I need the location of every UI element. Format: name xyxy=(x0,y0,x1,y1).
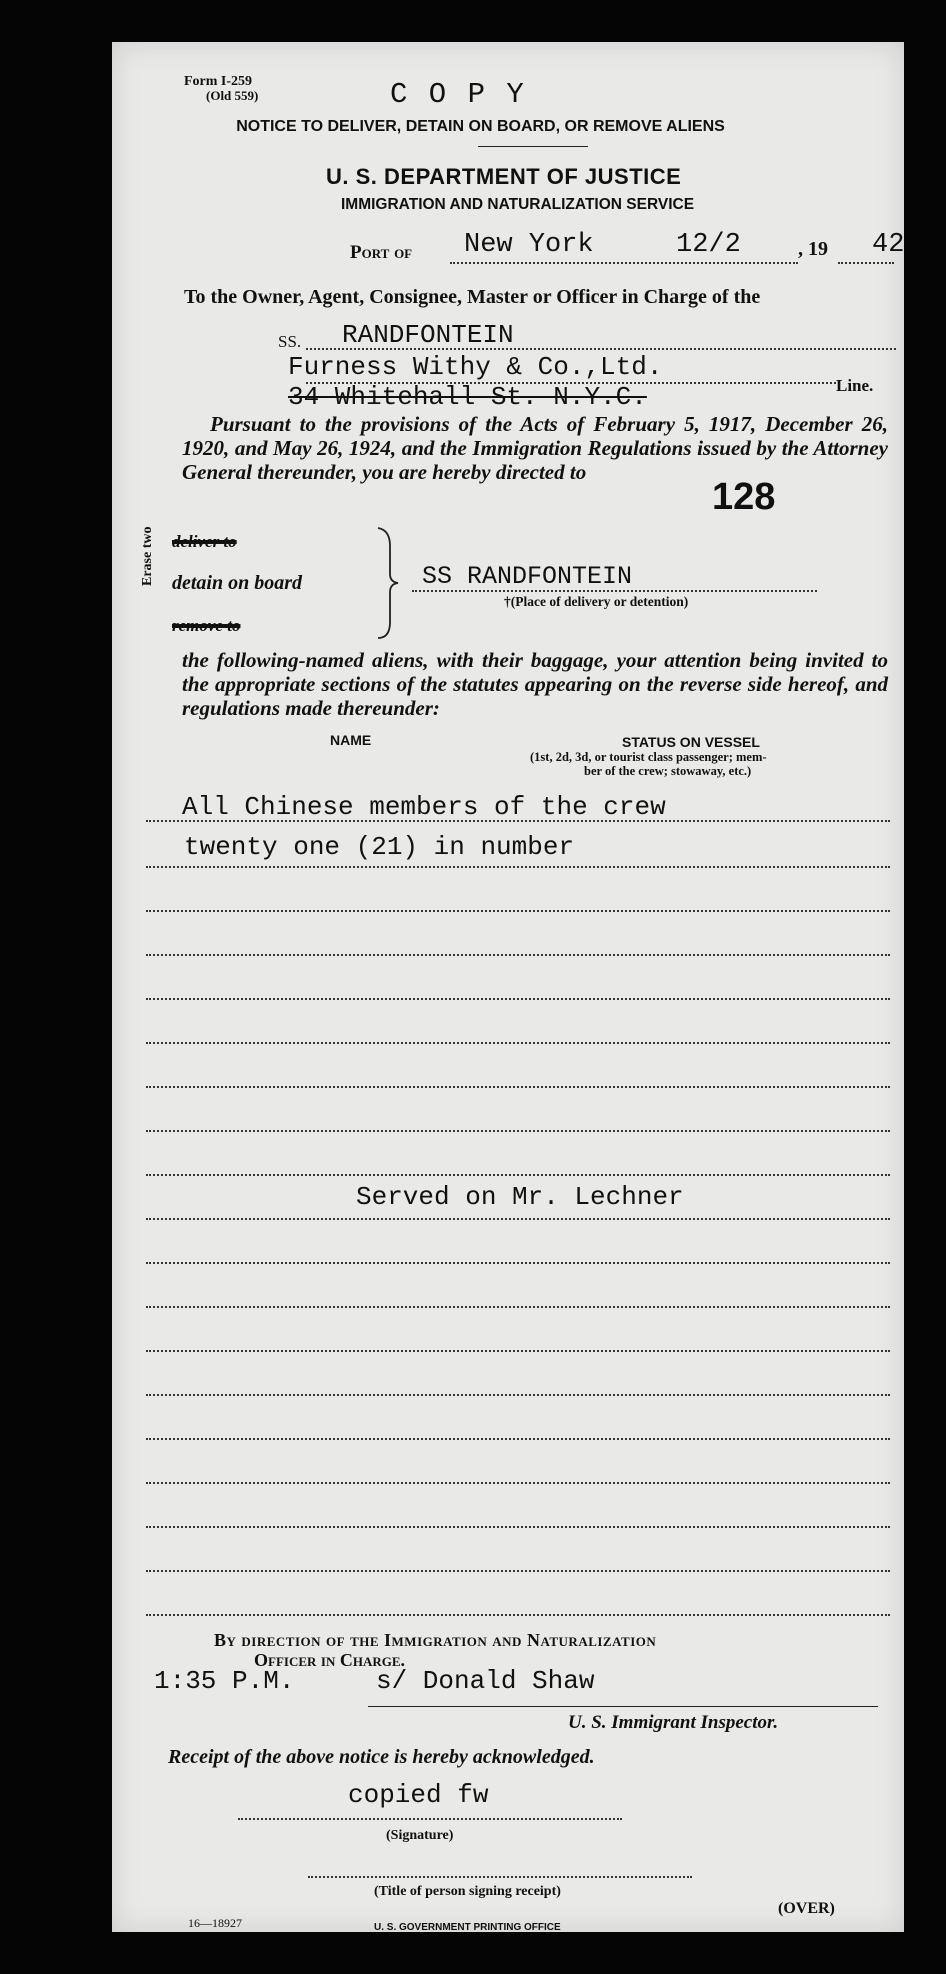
option-detain: detain on board xyxy=(172,572,303,594)
status-column-header: STATUS ON VESSEL xyxy=(622,734,760,750)
entry-rule xyxy=(146,1438,890,1440)
entry-rule xyxy=(146,954,890,956)
department-name: U. S. DEPARTMENT OF JUSTICE xyxy=(326,164,682,189)
direction-line-1: By direction of the Immigration and Naturalization xyxy=(214,1630,657,1650)
company-name: Furness Withy & Co.,Ltd. xyxy=(288,352,663,382)
entry-rule xyxy=(146,910,890,912)
entry-rule xyxy=(146,866,890,868)
entry-rule xyxy=(146,1350,890,1352)
port-date: 12/2 xyxy=(676,230,741,260)
port-label: Port of xyxy=(350,242,413,263)
title-rule xyxy=(478,146,588,147)
signature-caption: (Signature) xyxy=(386,1828,454,1843)
service-name: IMMIGRATION AND NATURALIZATION SERVICE xyxy=(341,196,695,213)
entry-rule xyxy=(146,1394,890,1396)
entry-rule xyxy=(146,1042,890,1044)
vessel-name: RANDFONTEIN xyxy=(342,320,514,350)
options-brace xyxy=(374,526,400,640)
line-suffix: Line. xyxy=(836,376,874,395)
over-note: (OVER) xyxy=(778,1900,835,1917)
entry-rule xyxy=(146,1130,890,1132)
to-owner-line: To the Owner, Agent, Consignee, Master or Officer in Charge of the xyxy=(184,286,761,308)
place-of-detention: SS RANDFONTEIN xyxy=(422,562,633,591)
print-code: 16—18927 xyxy=(188,1916,242,1930)
signature-rule xyxy=(368,1706,878,1707)
inspector-signature: s/ Donald Shaw xyxy=(376,1666,595,1696)
signed-time: 1:35 P.M. xyxy=(154,1666,295,1696)
year-prefix: , 19 xyxy=(798,238,828,260)
port-name: New York xyxy=(464,230,594,260)
entry-rule xyxy=(146,1614,890,1616)
entry-rule xyxy=(146,1570,890,1572)
option-remove: remove to xyxy=(172,616,241,635)
entry-line-2: twenty one (21) in number xyxy=(184,832,575,862)
entry-rule xyxy=(146,1262,890,1264)
status-note-1: (1st, 2d, 3d, or tourist class passenger; mem- xyxy=(530,750,767,764)
port-year: 42 xyxy=(872,230,905,260)
receipt-title-rule xyxy=(308,1876,692,1878)
receipt-signature-rule xyxy=(238,1818,622,1820)
place-underline xyxy=(412,590,817,592)
title-caption: (Title of person signing receipt) xyxy=(374,1884,561,1899)
entry-rule xyxy=(146,1482,890,1484)
receipt-signed: copied fw xyxy=(348,1780,489,1810)
entry-rule xyxy=(146,1174,890,1176)
gpo-credit: U. S. GOVERNMENT PRINTING OFFICE xyxy=(374,1922,561,1933)
inspector-title: U. S. Immigrant Inspector. xyxy=(568,1712,779,1733)
company-address: 34 Whitehall St. N.Y.C. xyxy=(288,382,647,412)
form-number: Form I-259 xyxy=(184,74,253,89)
name-column-header: NAME xyxy=(330,732,372,748)
document-page xyxy=(112,42,904,1932)
old-form-number: (Old 559) xyxy=(206,88,259,103)
vessel-underline xyxy=(306,348,896,350)
entry-rule xyxy=(146,1086,890,1088)
ss-prefix: SS. xyxy=(278,332,302,351)
entry-rule xyxy=(146,1218,890,1220)
entry-rule xyxy=(146,1526,890,1528)
erase-two-note: Erase two xyxy=(140,526,155,586)
pursuant-paragraph: Pursuant to the provisions of the Acts of February 5, 1917, December 26, 1920, and May 26, 1924, and the Immigration Regulations issued by the Attorney General thereunder, you are hereby directed to xyxy=(182,412,888,484)
entry-rule xyxy=(146,820,890,822)
year-underline xyxy=(838,262,894,264)
copy-label: C O P Y xyxy=(390,78,526,111)
stamp-number: 128 xyxy=(712,476,776,518)
direction-line-2: Officer in Charge. xyxy=(254,1650,406,1670)
entry-served: Served on Mr. Lechner xyxy=(356,1182,684,1212)
status-note-2: ber of the crew; stowaway, etc.) xyxy=(584,764,752,778)
entry-rule xyxy=(146,998,890,1000)
notice-title: NOTICE TO DELIVER, DETAIN ON BOARD, OR REMOVE ALIENS xyxy=(236,118,725,135)
option-deliver: deliver to xyxy=(172,532,237,551)
receipt-acknowledged: Receipt of the above notice is hereby acknowledged. xyxy=(168,1746,595,1768)
port-underline xyxy=(450,262,798,264)
place-caption: †(Place of delivery or detention) xyxy=(504,594,689,609)
following-paragraph: the following-named aliens, with their baggage, your attention being invited to the appropriate sections of the statutes appearing on the reverse side hereof, and regulations made thereunder: xyxy=(182,648,888,720)
entry-line-1: All Chinese members of the crew xyxy=(182,792,666,822)
entry-rule xyxy=(146,1306,890,1308)
